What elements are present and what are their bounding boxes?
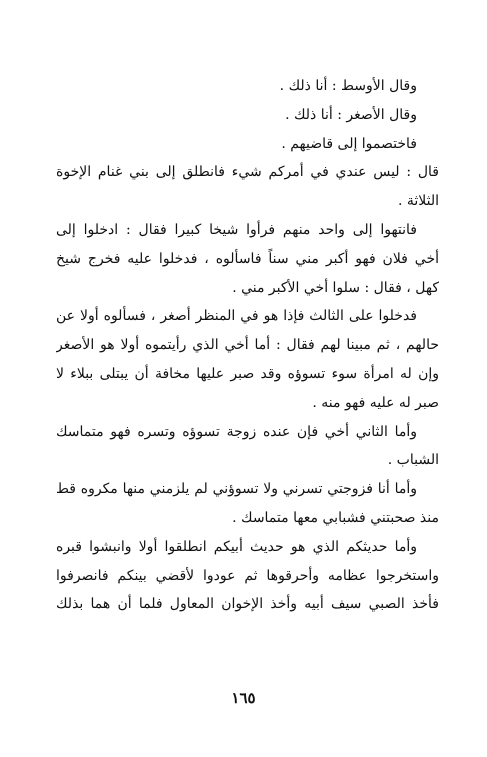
text-line: وأما الثاني أخي فإن عنده زوجة تسوؤه وتسره فهو متماسك — [56, 423, 417, 440]
text-line: فأخذ الصبي سيف أبيه وأخذ الإخوان المعاول فلما أن هما بذلك — [56, 596, 439, 613]
text-line: الثلاثة . — [397, 193, 439, 210]
text-line: واستخرجوا عظامه وأحرقوها ثم عودوا لأقضي بينكم فانصرفوا — [56, 567, 439, 584]
text-line: صبر له عليه فهو منه . — [312, 394, 439, 411]
text-line: كهل ، فقال : سلوا أخي الأكبر مني . — [232, 279, 439, 296]
page-number: ١٦٥ — [231, 689, 256, 707]
text-line: قال : ليس عندي في أمركم شيء فانطلق إلى بني غنام الإخوة — [56, 164, 439, 181]
body-text — [56, 72, 439, 619]
text-line: فدخلوا على الثالث فإذا هو في المنظر أصغر ، فسألوه أولا عن — [56, 308, 417, 325]
text-line: الشباب . — [387, 452, 439, 469]
text-line: وقال الأصغر : أنا ذلك . — [285, 106, 417, 123]
text-line: وأما أنا فزوجتي تسرني ولا تسوؤني لم يلزمني منها مكروه قط — [56, 481, 417, 498]
text-line: فاختصموا إلى قاضيهم . — [281, 135, 417, 152]
text-line: منذ صحبتني فشبابي معها متماسك . — [232, 509, 439, 526]
text-line: وأما حديثكم الذي هو حديث أبيكم انطلقوا أولا وانبشوا قبره — [56, 538, 417, 555]
text-line: وإن له امرأة سوء تسوؤه وقد صبر عليها مخافة أن يبتلى ببلاء لا — [56, 365, 439, 382]
text-line: أخي فلان فهو أكبر مني سناً فاسألوه ، فدخلوا عليه فخرج شيخ — [56, 250, 439, 267]
text-line: وقال الأوسط : أنا ذلك . — [279, 78, 417, 94]
text-line: فانتهوا إلى واحد منهم فرأوا شيخا كبيرا فقال : ادخلوا إلى — [56, 221, 417, 238]
text-line: حالهم ، ثم مبينا لهم فقال : أما أخي الذي رأيتموه أولا هو الأصغر — [56, 337, 439, 354]
